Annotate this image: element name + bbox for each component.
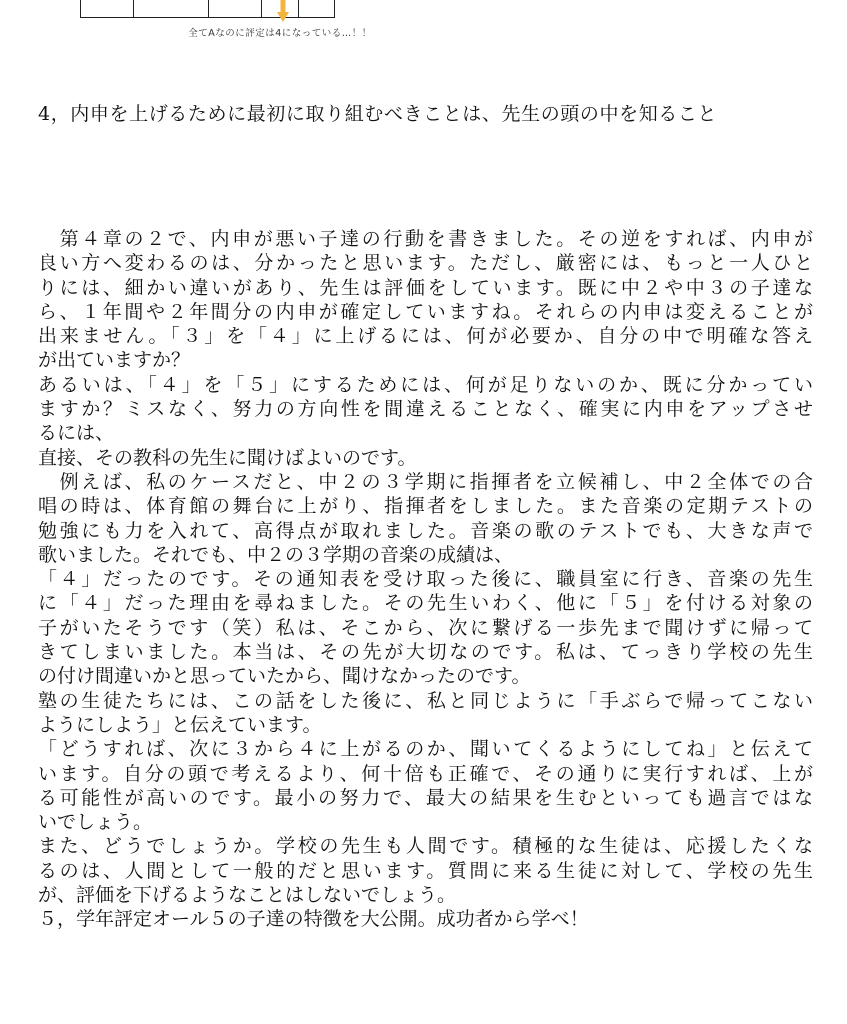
body-line: りには、細かい違いがあり、先生は評価をしています。既に中２や中３の子達な [38, 276, 813, 299]
body-line: が出ていますか？ [38, 349, 191, 372]
body-line: 出来ません。「３」を「４」に上げるには、何が必要か、自分の中で明確な答え [38, 325, 813, 348]
body-line: 直接、その教科の先生に聞けばよいのです。 [38, 446, 417, 469]
table-column-divider [298, 0, 299, 17]
body-line: 「４」だったのです。その通知表を受け取った後に、職員室に行き、音楽の先生 [38, 568, 813, 591]
body-line: ようにしよう」と伝えています。 [38, 713, 322, 736]
body-line: るのは、人間として一般的だと思います。質問に来る生徒に対して、学校の先生 [38, 859, 813, 882]
body-line: 唱の時は、体育館の舞台に上がり、指揮者をしました。また音楽の定期テストの [38, 495, 813, 518]
body-line: るには、 [38, 422, 115, 445]
body-line: きてしまいました。本当は、その先が大切なのです。私は、てっきり学校の先生 [38, 641, 813, 664]
body-line: 塾の生徒たちには、この話をした後に、私と同じように「手ぶらで帰ってこない [38, 689, 813, 712]
body-line: の付け間違いかと思っていたから、聞けなかったのです。 [38, 665, 531, 688]
body-line: が、評価を下げるようなことはしないでしょう。 [38, 884, 457, 907]
section-heading: 4，内申を上げるために最初に取り組むべきことは、先生の頭の中を知ること [38, 103, 718, 125]
body-line: ますか？ミスなく、努力の方向性を間違えることなく、確実に内申をアップさせ [38, 398, 813, 421]
body-line: また、どうでしょうか。学校の先生も人間です。積極的な生徒は、応援したくな [38, 835, 813, 858]
body-line: 良い方へ変わるのは、分かったと思います。ただし、厳密には、もっと一人ひと [38, 252, 813, 275]
cropped-table [80, 0, 335, 18]
body-line: 第４章の２で、内申が悪い子達の行動を書きました。その逆をすれば、内申が [38, 228, 813, 250]
body-line: います。自分の頭で考えるより、何十倍も正確で、その通りに実行すれば、上が [38, 762, 813, 785]
body-line: に「４」だった理由を尋ねました。その先生いわく、他に「５」を付ける対象の [38, 592, 813, 615]
body-line: 例えば、私のケースだと、中２の３学期に指揮者を立候補し、中２全体での合 [38, 470, 813, 493]
body-line: あるいは、「４」を「５」にするためには、何が足りないのか、既に分かってい [38, 373, 813, 396]
body-line: 歌いました。それでも、中２の３学期の音楽の成績は、 [38, 543, 514, 566]
body-line: ら、１年間や２年間分の内申が確定していますね。それらの内申は変えることが [38, 300, 813, 323]
body-line: ５，学年評定オール５の子達の特徴を大公開。成功者から学べ！ [38, 908, 589, 931]
body-line: いでしょう。 [38, 811, 153, 834]
body-line: 「どうすれば、次に３から４に上がるのか、聞いてくるようにしてね」と伝えて [38, 738, 813, 761]
body-line: 子がいたそうです（笑）私は、そこから、次に繋げる一歩先まで聞けずに帰って [38, 616, 813, 639]
arrow-up-icon [277, 0, 289, 22]
body-line: る可能性が高いのです。最小の努力で、最大の結果を生むといっても過言ではな [38, 786, 813, 809]
table-column-divider [208, 0, 209, 17]
table-column-divider [133, 0, 134, 17]
figure-caption: 全てAなのに評定は4になっている…！！ [188, 28, 372, 39]
body-text [38, 227, 813, 932]
table-column-divider [261, 0, 262, 17]
body-line: 勉強にも力を入れて、高得点が取れました。音楽の歌のテストでも、大きな声で [38, 519, 813, 542]
